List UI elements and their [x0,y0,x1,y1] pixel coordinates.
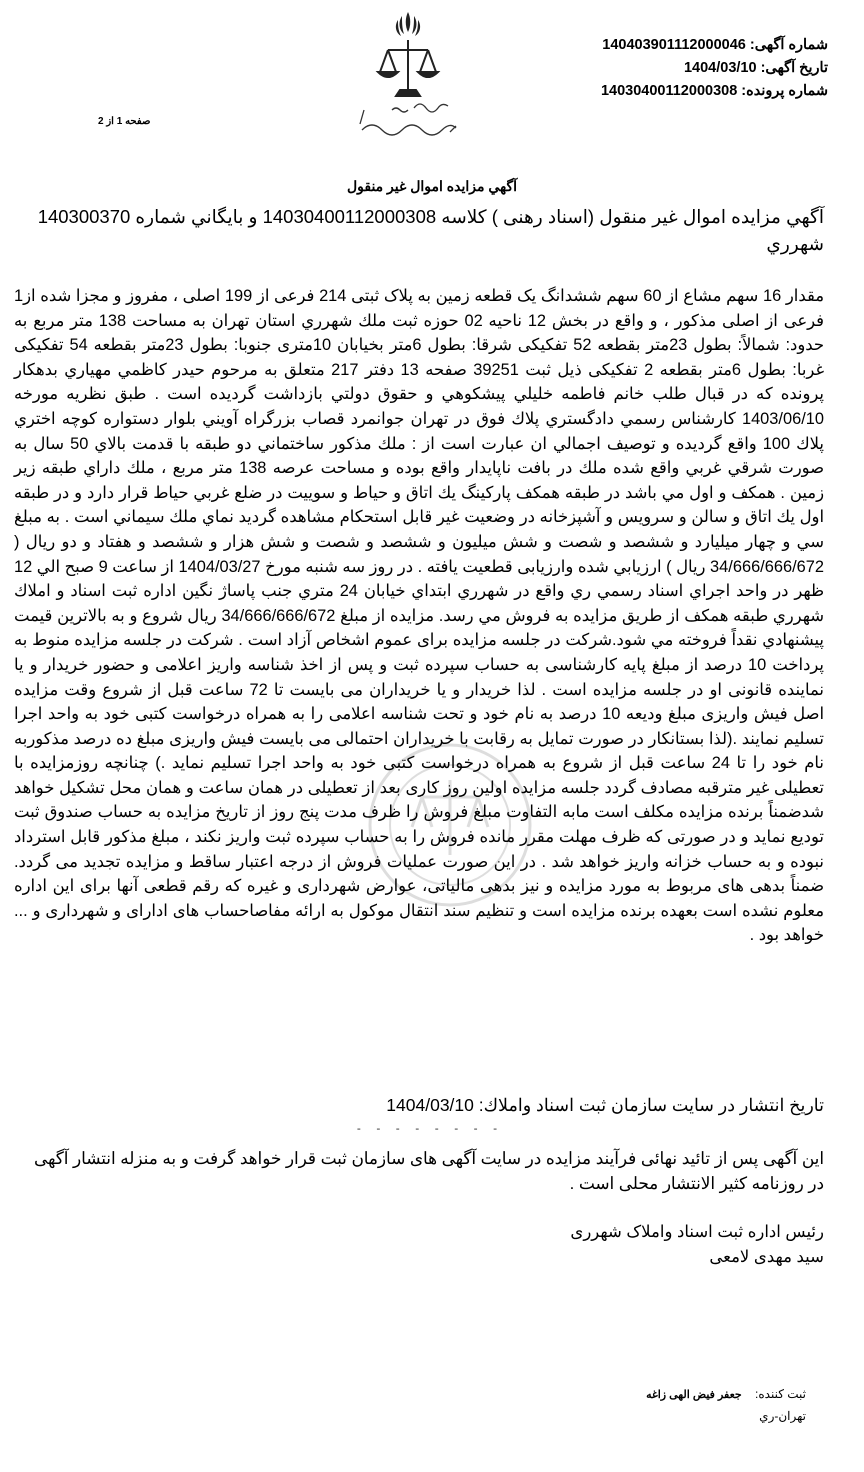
page-number: صفحه 1 از 2 [98,116,151,127]
case-number: 14030400112000308 [600,83,738,99]
notice-body: مقدار 16 سهم مشاع از 60 سهم ششدانگ یک قطعه زمین به پلاک ثبتی 214 فرعی از 199 اصلی ، مفروز و مجزا شده از1 فرعی از اصلی مذکور ، و واقع در بخش 12 ناحیه 02 حوزه ثبت ملك شهرري استان تهران به مساحت 138 متر مربع به حدود: شمالاً: بطول 23متر بقطعه 52 تفکیکی شرقا: بطول 6متر بخیابان 10متری جنوبا: بطول 23متر بقطعه 54 تفکیکی غربا: بطول 6متر بقطعه 2 تفکیکی ذیل ثبت 39251 صفحه 13 دفتر 217 متعلق به مرحوم حيدر كاظمي مهياري بدهكار پرونده كه در قبال طلب خانم فاطمه خليلي پيشكوهي و حقوق دولتي بازداشت گرديده است . طبق نظريه مورخه 1403/06/10 كارشناس رسمي دادگستري پلاك فوق در تهران جوانمرد قصاب بزرگراه آويني بلوار دستواره كوچه اختري پلاك 100 واقع گرديده و توصيف اجمالي ان عبارت است از : ملك مذكور ساختماني دو طبقه با قدمت بالاي 50 سال به صورت شرقي غربي واقع شده ملك در بافت ناپايدار واقع بوده و مساحت عرصه 138 متر مربع ، ملك داراي طبقه زير زمين . همكف و اول مي باشد در طبقه همكف پاركينگ يك اتاق و حياط و سوييت در ضلع غربي حياط قرار دارد و در طبقه اول يك اتاق و سالن و سرويس و آشپزخانه در وضعيت غير قابل استحكام مشاهده گرديد نماي ملك سيماني است . به مبلغ سي و چهار ميليارد و ششصد و شصت و شش ميليون و ششصد و شصت و شش هزار و ششصد و هفتاد و دو ريال ( 34/666/666/672 ريال ) ارزيابي شده وارزيابی قطعيت يافته . در روز سه شنبه مورخ 1404/03/27 از ساعت 9 صبح الي 12 ظهر در واحد اجراي اسناد رسمي ري واقع در شهرري ابتداي خيابان 24 متري جنب پاساژ نگين اداره ثبت اسناد و املاك شهرري طبقه همكف از طريق مزايده به فروش مي رسد. مزايده از مبلغ 34/666/666/672 ريال شروع و به بالاترين قيمت پيشنهادي نقداً فروخته مي شود.شرکت در جلسه مزایده برای عموم اشخاص آزاد است . شرکت در جلسه مزایده منوط به پرداخت 10 درصد از مبلغ پایه کارشناسی به حساب سپرده ثبت و پس از اخذ شناسه واریز اعلامی و حضور خریدار و یا نماینده قانونی او در جلسه مزایده است . لذا خریدار و یا خریداران می بایست تا 72 ساعت قبل از شروع وقت مزایده اصل فیش واریزی مبلغ ودیعه 10 درصد به نام خود و تحت شناسه اعلامی را به همراه درخواست کتبی خود به واحد اجرا تسلیم نمایند .(لذا بستانکار در صورت تمایل به رقابت با خریداران احتمالی می بایست فیش واریزی مبلغ ده درصد مذکوربه نام خود را تا 24 ساعت قبل از شروع به همراه درخواست کتبی خود به واحد اجرا تسلیم نماید .) چنانچه روزمزایده با تعطیلی غیر مترقبه مصادف گردد جلسه مزایده اولین روز کاری بعد از تعطیلی در همان ساعت و همان محل تشکیل خواهد شدضمناً برنده مزایده مکلف است مابه التفاوت مبلغ فروش را ظرف مدت پنج روز از تاریخ مزایده به حساب صندوق ثبت توديع نماید و در صورتی که ظرف مهلت مقرر مانده فروش را به حساب سپرده ثبت واریز نکند ، مبلغ مذکور قابل استرداد نبوده و به حساب خزانه واریز خواهد شد . در این صورت عملیات فروش از درجه اعتبار ساقط و مزایده تجدید می گردد. ضمناً بدهی های مربوط به مورد مزایده و نیز بدهی مالیاتی، عوارض شهرداری و غیره که رقم قطعی آنها برای این اداره معلوم نشده است بعهده برنده مزایده است و تنظیم سند انتقال موکول به ارائه مفاصاحساب های ادارای و شهرداری و ... خواهد بود . [14,287,825,945]
ad-number-label: شماره آگهی: [749,37,828,53]
notice-subtitle: آگهي مزايده اموال غير منقول (اسناد رهنی ) كلاسه 14030400112000308 و بايگاني شماره 140300370 شهرري [37,206,824,254]
signature-block [464,1220,824,1270]
case-number-row [508,80,828,103]
registrar-row [506,1384,806,1406]
notice-metadata [508,34,828,103]
ad-number: 14040390111200004​6 [602,37,746,53]
publish-date: تاریخ انتشار در سایت سازمان ثبت اسناد واملاك: 1404/03/10 [386,1095,824,1115]
separator-dashes: - - - - - - - - [356,1122,504,1135]
signature-position: رئیس اداره ثبت اسناد واملاک شهرری [570,1223,824,1241]
notice-title: آگهي مزايده اموال غير منقول [346,178,518,194]
ad-number-row [508,34,828,57]
footer [506,1384,806,1427]
signature-name: سید مهدی لامعی [709,1248,824,1266]
ad-date-row [508,57,828,80]
publish-note: این آگهی پس از تائید نهائی فرآیند مزایده در سایت آگهی های سازمان ثبت قرار خواهد گرفت و به منزله انتشار آگهی در روزنامه کثیر الانتشار محلی است . [34,1149,824,1193]
ad-date-label: تاریخ آگهی: [760,60,828,76]
registrar-name: جعفر فیض الهی زاغه [646,1389,742,1401]
registrar-label: ثبت کننده: [755,1387,806,1401]
ad-date: 1404/03/10 [683,60,757,76]
footer-location: تهران-ري [759,1409,806,1423]
case-number-label: شماره پرونده: [741,83,828,99]
judiciary-emblem-icon [322,6,490,140]
